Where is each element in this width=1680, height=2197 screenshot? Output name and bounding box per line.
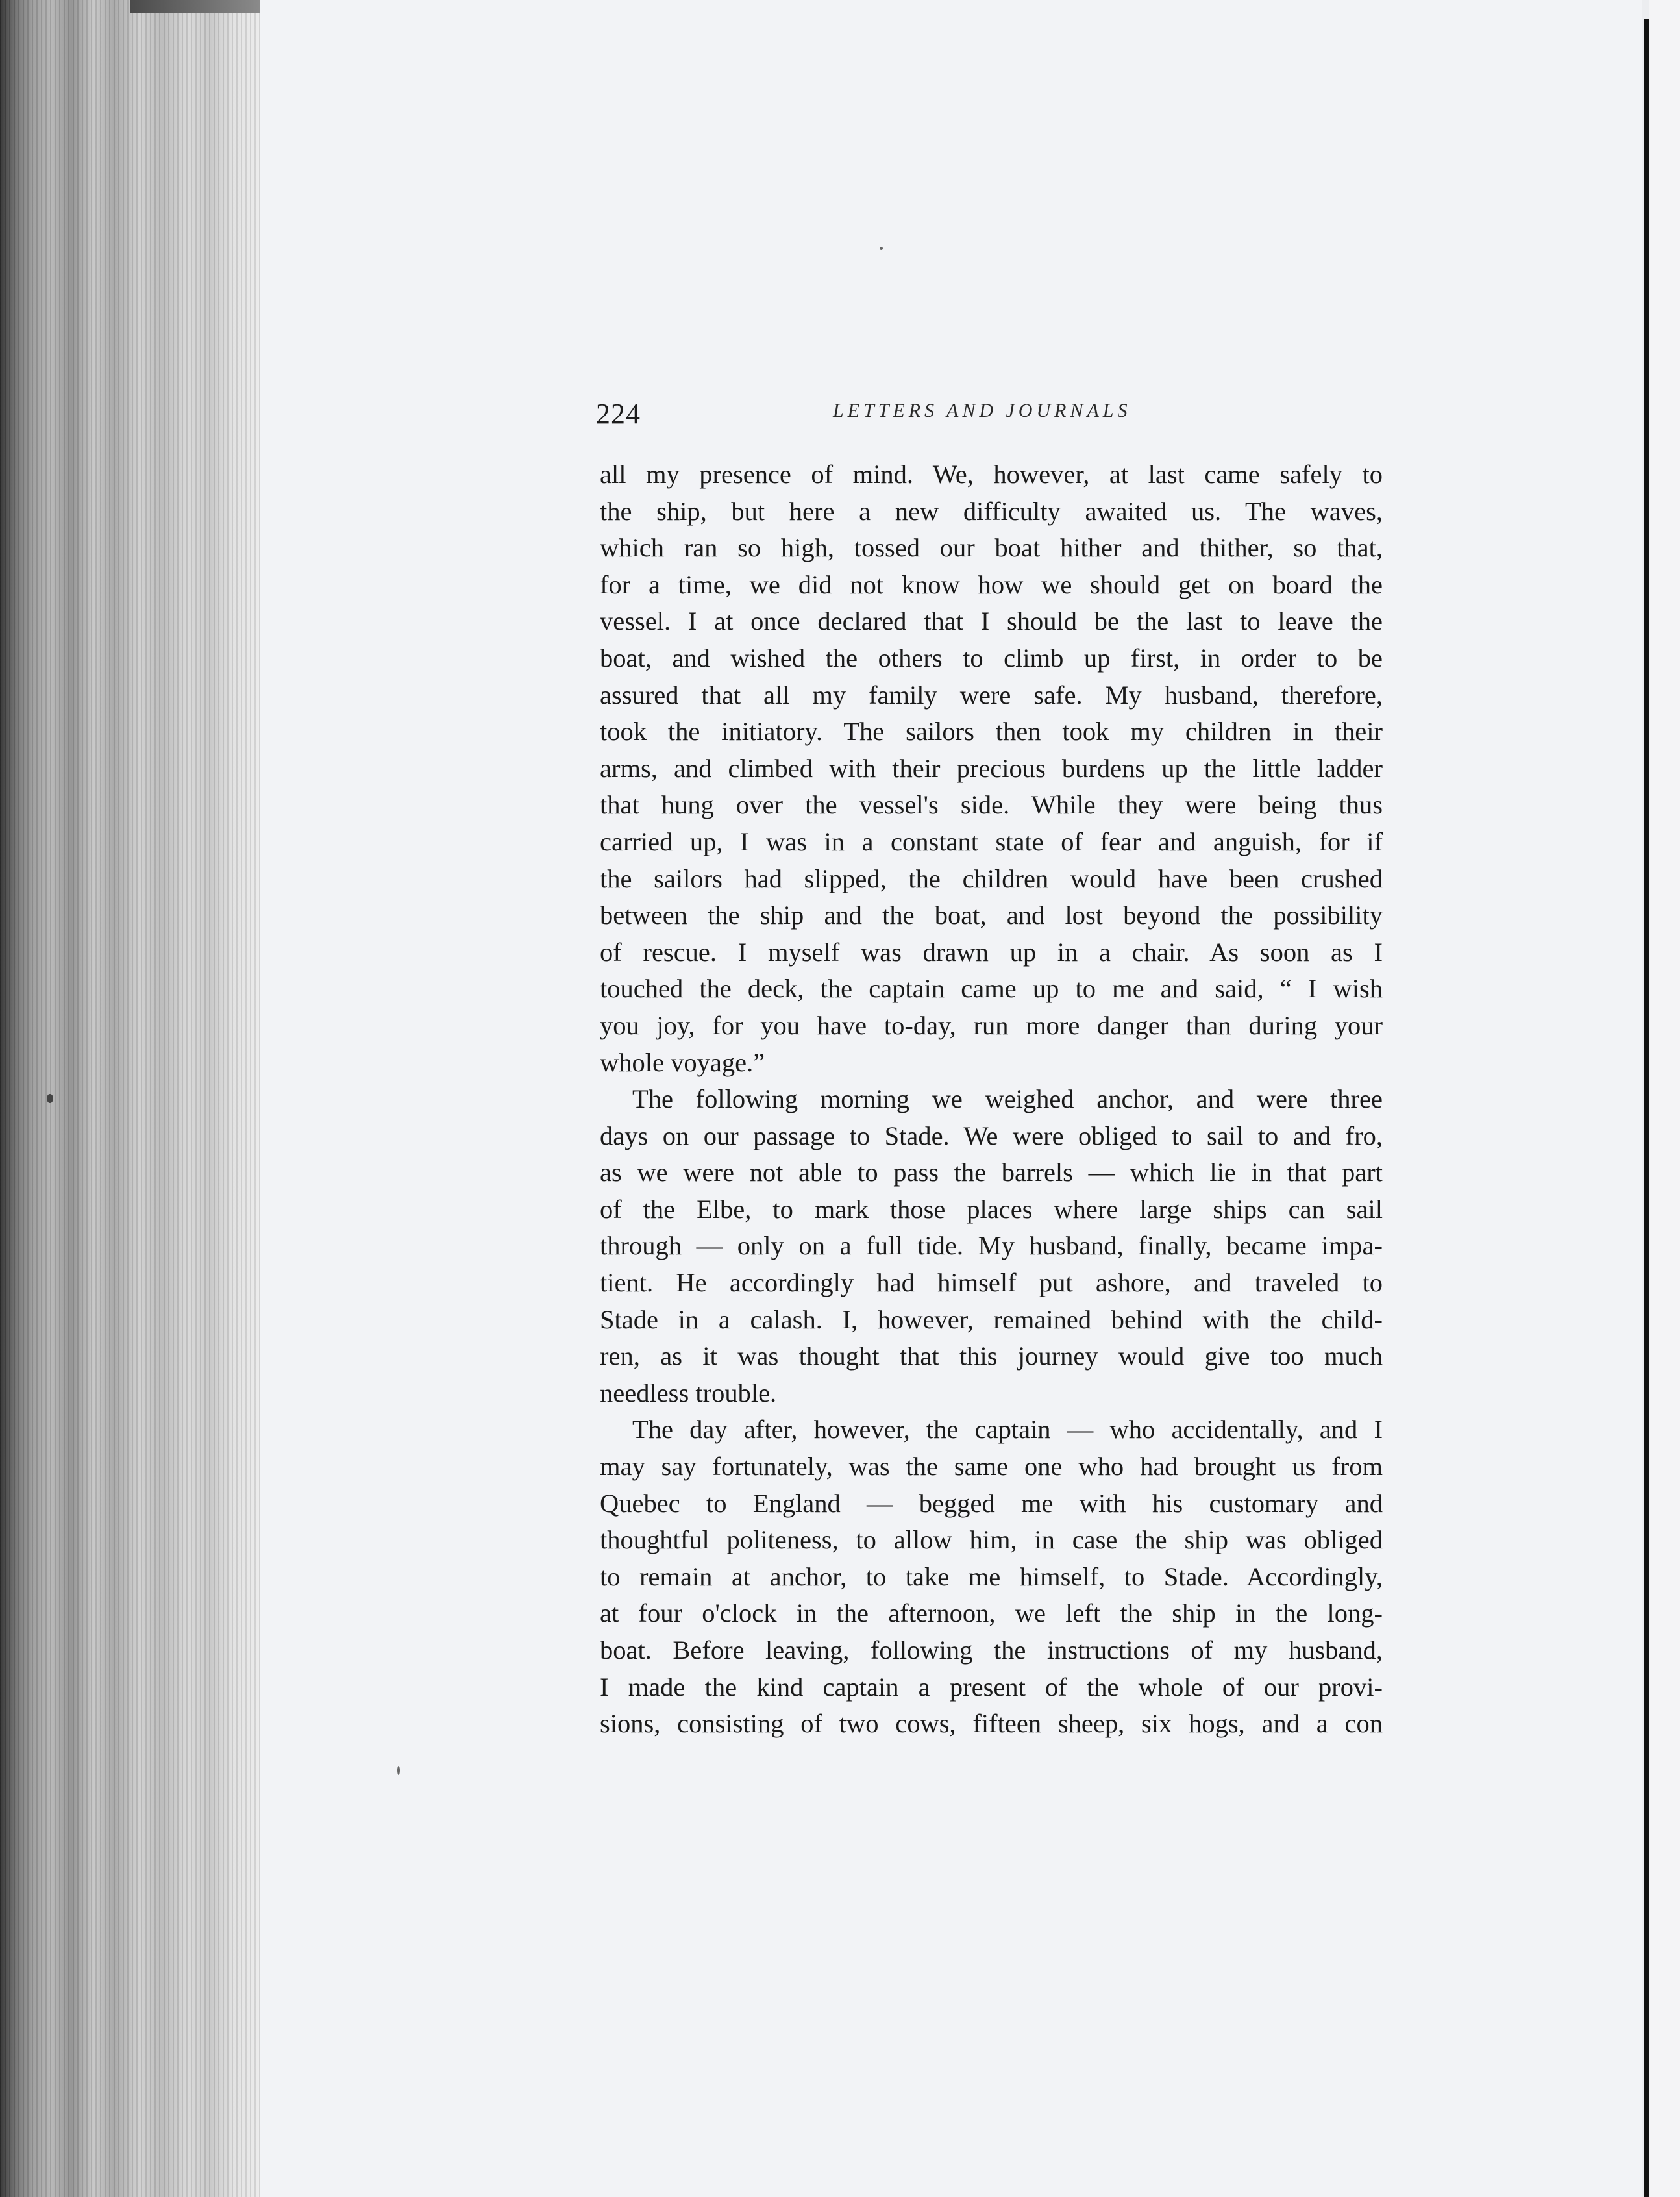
- running-title: LETTERS AND JOURNALS: [833, 400, 1131, 421]
- text-line: Quebec to England — begged me with his customary and: [600, 1488, 1383, 1518]
- text-line: the sailors had slipped, the children would have been crushed: [600, 863, 1383, 893]
- text-line: between the ship and the boat, and lost beyond the possibility: [600, 900, 1383, 930]
- book-top-shadow: [130, 0, 260, 13]
- text-line: needless trouble.: [600, 1378, 777, 1408]
- text-line: of rescue. I myself was drawn up in a chair. As soon as I: [600, 937, 1383, 967]
- text-line: at four o'clock in the afternoon, we left the ship in the long-: [600, 1598, 1383, 1628]
- scan-speck: [880, 247, 883, 250]
- text-line: that hung over the vessel's side. While they were being thus: [600, 790, 1383, 820]
- text-line: ren, as it was thought that this journey would give too much: [600, 1341, 1383, 1371]
- text-line: carried up, I was in a constant state of fear and anguish, for if: [600, 826, 1383, 856]
- right-border-rule: [1644, 19, 1649, 2197]
- text-line: tient. He accordingly had himself put ashore, and traveled to: [600, 1268, 1383, 1298]
- text-line: The following morning we weighed anchor, and were three: [632, 1084, 1383, 1114]
- text-line: sions, consisting of two cows, fifteen sheep, six hogs, and a con: [600, 1709, 1383, 1739]
- text-line: for a time, we did not know how we should get on board the: [600, 569, 1383, 599]
- scan-speck: [47, 1094, 53, 1103]
- scan-speck: [397, 1766, 400, 1775]
- text-line: may say fortunately, was the same one who had brought us from: [600, 1452, 1383, 1482]
- text-line: as we were not able to pass the barrels — which lie in that part: [600, 1158, 1383, 1187]
- text-line: took the initiatory. The sailors then took my children in their: [600, 717, 1383, 747]
- text-line: the ship, but here a new difficulty awaited us. The waves,: [600, 496, 1383, 526]
- text-line: The day after, however, the captain — who accidentally, and I: [632, 1415, 1383, 1445]
- text-line: of the Elbe, to mark those places where large ships can sail: [600, 1194, 1383, 1224]
- page-number: 224: [596, 398, 641, 430]
- text-line: boat. Before leaving, following the instructions of my husband,: [600, 1635, 1383, 1665]
- text-line: assured that all my family were safe. My husband, therefore,: [600, 680, 1383, 710]
- page-header: [596, 397, 1383, 430]
- text-line: through — only on a full tide. My husband, finally, became impa-: [600, 1231, 1383, 1261]
- text-line: all my presence of mind. We, however, at last came safely to: [600, 460, 1383, 489]
- book-page-edges: [0, 0, 260, 2197]
- right-margin: [1649, 0, 1680, 2197]
- text-line: I made the kind captain a present of the whole of our provi-: [600, 1672, 1383, 1702]
- text-line: to remain at anchor, to take me himself, to Stade. Accordingly,: [600, 1561, 1383, 1591]
- text-line: arms, and climbed with their precious burdens up the little ladder: [600, 753, 1383, 783]
- text-line: days on our passage to Stade. We were obliged to sail to and fro,: [600, 1121, 1383, 1150]
- text-line: you joy, for you have to-day, run more danger than during your: [600, 1010, 1383, 1040]
- text-line: thoughtful politeness, to allow him, in case the ship was obliged: [600, 1525, 1383, 1555]
- text-line: boat, and wished the others to climb up first, in order to be: [600, 643, 1383, 673]
- text-line: which ran so high, tossed our boat hither and thither, so that,: [600, 533, 1383, 563]
- body-text: [600, 456, 1383, 1743]
- text-line: Stade in a calash. I, however, remained behind with the child-: [600, 1304, 1383, 1334]
- text-line: vessel. I at once declared that I should be the last to leave the: [600, 606, 1383, 636]
- text-line: touched the deck, the captain came up to me and said, “ I wish: [600, 974, 1383, 1004]
- text-line: whole voyage.”: [600, 1047, 765, 1077]
